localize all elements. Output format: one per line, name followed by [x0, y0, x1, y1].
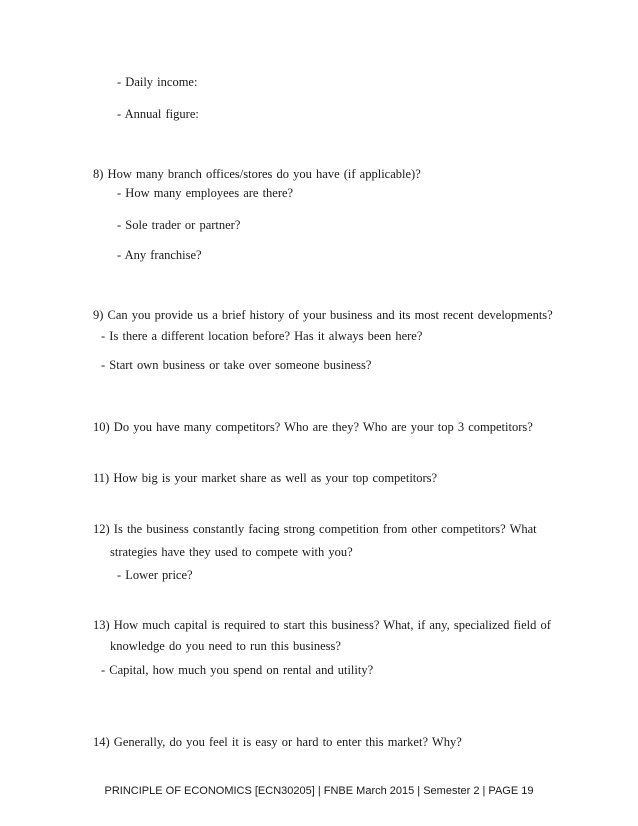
question-14: 14) Generally, do you feel it is easy or hard to enter this market? Why?: [93, 735, 462, 749]
sole-trader-line: - Sole trader or partner?: [117, 218, 241, 232]
question-8: 8) How many branch offices/stores do you have (if applicable)?: [93, 167, 421, 181]
employees-line: - How many employees are there?: [117, 186, 294, 200]
franchise-line: - Any franchise?: [117, 248, 202, 262]
question-13-continued: knowledge do you need to run this business?: [110, 639, 341, 653]
question-11: 11) How big is your market share as well as your top competitors?: [93, 471, 438, 485]
question-13: 13) How much capital is required to start this business? What, if any, specialized field of: [93, 618, 551, 632]
question-12: 12) Is the business constantly facing strong competition from other competitors? What: [93, 522, 537, 536]
annual-figure-line: - Annual figure:: [117, 107, 199, 121]
page-footer: PRINCIPLE OF ECONOMICS [ECN30205] | FNBE March 2015 | Semester 2 | PAGE 19: [104, 785, 534, 797]
location-line: - Is there a different location before? Has it always been here?: [101, 329, 423, 343]
own-business-line: - Start own business or take over someone business?: [101, 358, 372, 372]
question-12-continued: strategies have they used to compete with you?: [110, 545, 353, 559]
lower-price-line: - Lower price?: [117, 568, 193, 582]
daily-income-line: - Daily income:: [117, 75, 198, 89]
question-9: 9) Can you provide us a brief history of your business and its most recent developments?: [93, 308, 553, 322]
question-10: 10) Do you have many competitors? Who are they? Who are your top 3 competitors?: [93, 420, 533, 434]
capital-line: - Capital, how much you spend on rental and utility?: [101, 663, 374, 677]
